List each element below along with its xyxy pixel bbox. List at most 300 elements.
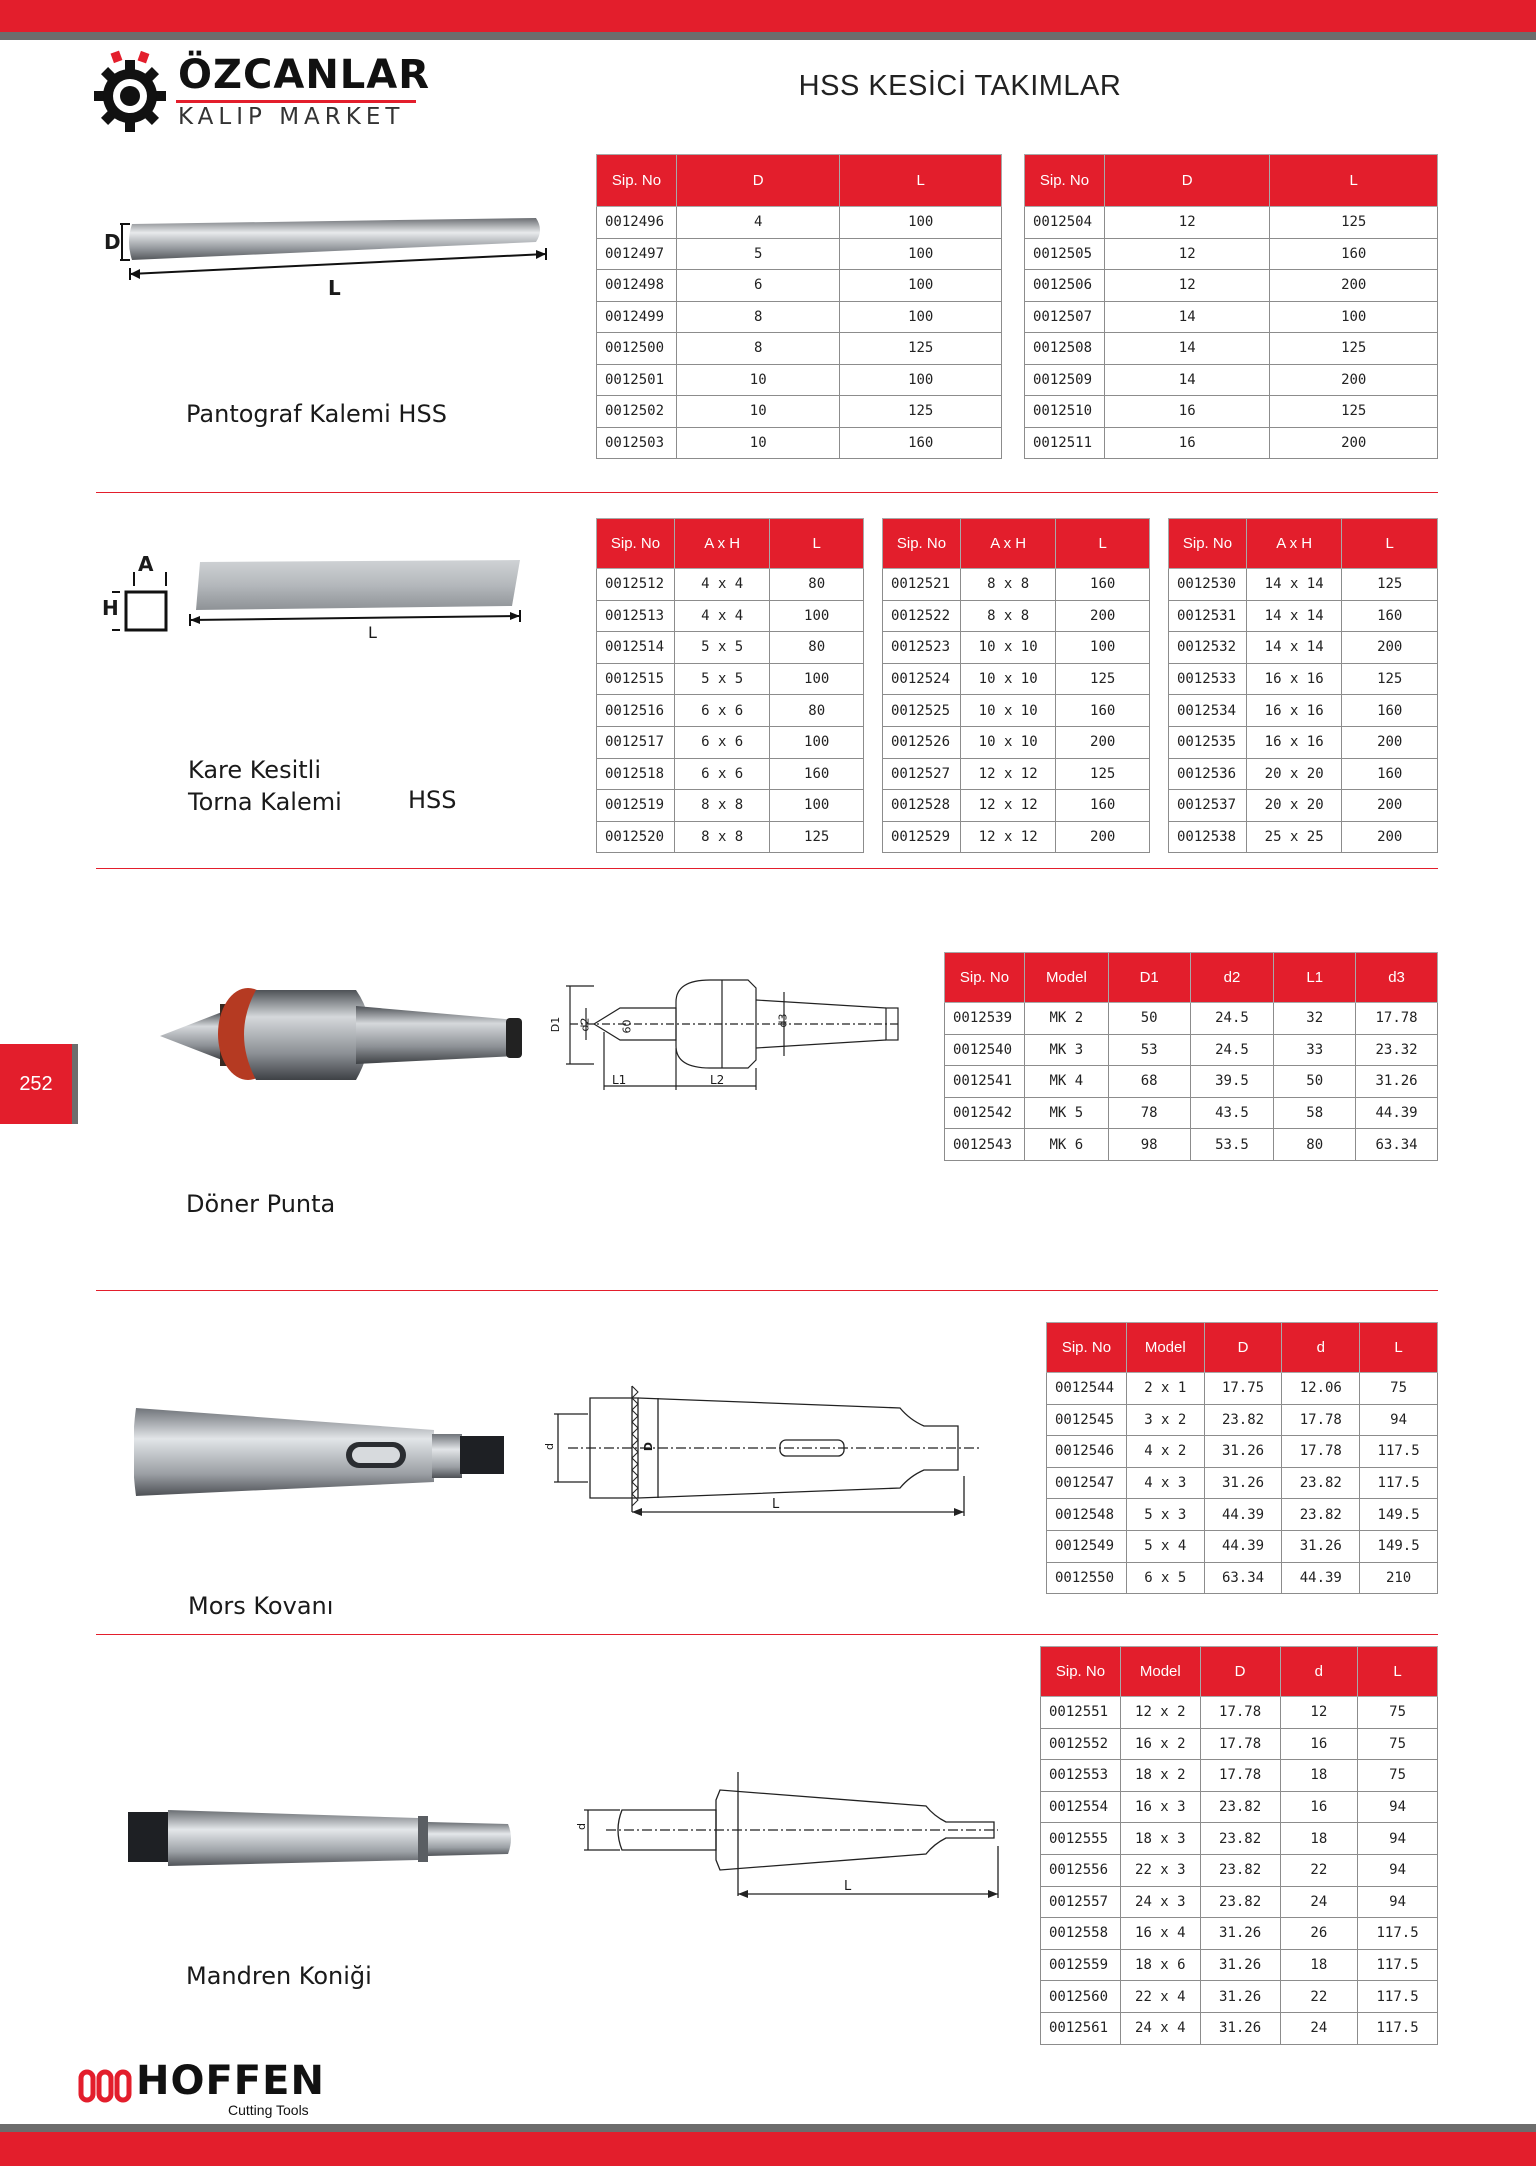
table-cell: 200 <box>1342 726 1438 758</box>
order-number-cell: 0012536 <box>1169 758 1247 790</box>
table-cell: 31.26 <box>1204 1436 1282 1468</box>
table-cell: 31.26 <box>1204 1467 1282 1499</box>
table-cell: 31.26 <box>1200 1949 1280 1981</box>
table-cell: 94 <box>1358 1791 1438 1823</box>
table-row <box>597 427 1002 459</box>
top-grey-bar <box>0 32 1536 40</box>
table-row <box>597 663 864 695</box>
morse-sleeve-drawing <box>548 1376 988 1522</box>
order-number-cell: 0012528 <box>883 790 961 822</box>
order-number-cell: 0012529 <box>883 821 961 853</box>
table-cell: 5 x 4 <box>1126 1530 1204 1562</box>
order-number-cell: 0012552 <box>1041 1728 1121 1760</box>
table-cell: 80 <box>770 569 864 601</box>
table-cell: 16 x 16 <box>1246 695 1342 727</box>
drill-chuck-arbor-drawing <box>580 1766 1004 1902</box>
table-cell: 43.5 <box>1190 1097 1274 1129</box>
table-cell: 16 <box>1280 1728 1358 1760</box>
order-number-cell: 0012497 <box>597 238 677 270</box>
order-number-cell: 0012511 <box>1025 427 1105 459</box>
order-number-cell: 0012520 <box>597 821 675 853</box>
section-divider <box>96 1290 1438 1291</box>
table-cell: 22 <box>1280 1981 1358 2013</box>
column-header: d <box>1280 1647 1358 1697</box>
table-cell: 4 <box>676 207 840 239</box>
table-row <box>597 207 1002 239</box>
order-number-cell: 0012499 <box>597 301 677 333</box>
table-cell: 44.39 <box>1204 1499 1282 1531</box>
table-cell: 80 <box>1274 1129 1356 1161</box>
table-cell: 149.5 <box>1360 1530 1438 1562</box>
order-number-cell: 0012512 <box>597 569 675 601</box>
order-number-cell: 0012522 <box>883 600 961 632</box>
table-cell: 100 <box>770 790 864 822</box>
table-cell: 200 <box>1270 427 1438 459</box>
table-row <box>1041 1823 1438 1855</box>
table-cell: 22 <box>1280 1854 1358 1886</box>
bottom-grey-bar <box>0 2124 1536 2132</box>
column-header: L <box>1056 519 1150 569</box>
table-cell: MK 6 <box>1024 1129 1108 1161</box>
table-cell: 160 <box>1270 238 1438 270</box>
table-cell: 160 <box>1342 600 1438 632</box>
table-cell: 22 x 3 <box>1120 1854 1200 1886</box>
table-cell: 100 <box>770 726 864 758</box>
ozcanlar-logo <box>94 50 431 140</box>
dim-label-d2: d2 <box>578 1017 592 1032</box>
table-header-row <box>1047 1323 1438 1373</box>
table-cell: 4 x 4 <box>674 569 769 601</box>
table-cell: 160 <box>1342 758 1438 790</box>
table-cell: 23.82 <box>1282 1499 1360 1531</box>
table-cell: 18 <box>1280 1949 1358 1981</box>
order-number-cell: 0012557 <box>1041 1886 1121 1918</box>
table-cell: 24 x 4 <box>1120 2012 1200 2044</box>
dim-label-l2: L2 <box>710 1073 725 1087</box>
table-row <box>883 758 1150 790</box>
table-cell: 100 <box>840 207 1002 239</box>
table-cell: 160 <box>840 427 1002 459</box>
spec-table-pantograf-1 <box>596 154 1002 459</box>
table-cell: 31.26 <box>1200 1981 1280 2013</box>
order-number-cell: 0012503 <box>597 427 677 459</box>
section-divider <box>96 1634 1438 1635</box>
table-row <box>1025 396 1438 428</box>
order-number-cell: 0012550 <box>1047 1562 1127 1594</box>
table-cell: 17.78 <box>1200 1760 1280 1792</box>
table-cell: 6 x 6 <box>674 695 769 727</box>
column-header: Sip. No <box>883 519 961 569</box>
order-number-cell: 0012516 <box>597 695 675 727</box>
brand-name: ÖZCANLAR <box>178 52 431 98</box>
table-header-row <box>597 155 1002 207</box>
table-cell: 6 x 6 <box>674 758 769 790</box>
table-cell: 6 <box>676 270 840 302</box>
table-row <box>1025 207 1438 239</box>
product-title-mors-kovani: Mors Kovanı <box>188 1592 334 1620</box>
table-row <box>1047 1373 1438 1405</box>
table-cell: 160 <box>1056 569 1150 601</box>
table-row <box>597 632 864 664</box>
table-cell: 16 x 2 <box>1120 1728 1200 1760</box>
table-row <box>1047 1530 1438 1562</box>
table-cell: 78 <box>1108 1097 1190 1129</box>
dim-label-d1: D1 <box>549 1016 563 1033</box>
dim-label-d: D <box>642 1441 656 1452</box>
table-cell: 80 <box>770 632 864 664</box>
top-accent-bar <box>0 0 1536 32</box>
table-cell: 12 x 12 <box>960 790 1055 822</box>
table-cell: 12.06 <box>1282 1373 1360 1405</box>
table-cell: 17.78 <box>1356 1003 1438 1035</box>
table-header-row <box>1169 519 1438 569</box>
order-number-cell: 0012537 <box>1169 790 1247 822</box>
table-cell: 125 <box>1270 396 1438 428</box>
column-header: L1 <box>1274 953 1356 1003</box>
table-cell: 125 <box>1270 333 1438 365</box>
table-cell: 4 x 4 <box>674 600 769 632</box>
order-number-cell: 0012556 <box>1041 1854 1121 1886</box>
table-row <box>1169 726 1438 758</box>
spec-table-mors-kovani <box>1046 1322 1438 1594</box>
order-number-cell: 0012559 <box>1041 1949 1121 1981</box>
table-cell: 125 <box>1056 663 1150 695</box>
table-cell: 200 <box>1270 270 1438 302</box>
table-cell: 23.82 <box>1204 1404 1282 1436</box>
order-number-cell: 0012540 <box>945 1034 1025 1066</box>
section-divider <box>96 868 1438 869</box>
table-cell: 117.5 <box>1358 1949 1438 1981</box>
spec-table-pantograf-2 <box>1024 154 1438 459</box>
table-cell: 117.5 <box>1360 1436 1438 1468</box>
spec-table-mandren-konigi <box>1040 1646 1438 2045</box>
order-number-cell: 0012561 <box>1041 2012 1121 2044</box>
column-header: Model <box>1126 1323 1204 1373</box>
order-number-cell: 0012521 <box>883 569 961 601</box>
order-number-cell: 0012558 <box>1041 1918 1121 1950</box>
table-cell: 12 x 12 <box>960 758 1055 790</box>
table-cell: 98 <box>1108 1129 1190 1161</box>
table-cell: 75 <box>1360 1373 1438 1405</box>
order-number-cell: 0012513 <box>597 600 675 632</box>
column-header: D <box>1204 1323 1282 1373</box>
table-cell: 23.82 <box>1200 1791 1280 1823</box>
spec-table-doner-punta <box>944 952 1438 1161</box>
table-row <box>945 1129 1438 1161</box>
table-cell: 17.75 <box>1204 1373 1282 1405</box>
column-header: Sip. No <box>1047 1323 1127 1373</box>
order-number-cell: 0012523 <box>883 632 961 664</box>
live-center-photo <box>160 960 530 1100</box>
table-cell: 68 <box>1108 1066 1190 1098</box>
table-row <box>1041 1791 1438 1823</box>
table-row <box>1041 1760 1438 1792</box>
table-cell: 22 x 4 <box>1120 1981 1200 2013</box>
table-cell: 12 <box>1104 207 1270 239</box>
table-cell: 160 <box>1056 695 1150 727</box>
column-header: L <box>840 155 1002 207</box>
table-row <box>597 695 864 727</box>
column-header: d2 <box>1190 953 1274 1003</box>
order-number-cell: 0012496 <box>597 207 677 239</box>
table-cell: 39.5 <box>1190 1066 1274 1098</box>
table-cell: 31.26 <box>1200 2012 1280 2044</box>
dim-label-l: L <box>328 276 341 300</box>
table-cell: 17.78 <box>1200 1728 1280 1760</box>
table-row <box>597 821 864 853</box>
table-cell: 100 <box>1056 632 1150 664</box>
table-row <box>1041 1728 1438 1760</box>
column-header: Sip. No <box>597 155 677 207</box>
dim-label-l: L <box>368 623 377 642</box>
table-cell: 16 <box>1280 1791 1358 1823</box>
dim-label-l: L <box>844 1879 852 1894</box>
drill-chuck-arbor-photo <box>128 1806 512 1870</box>
order-number-cell: 0012524 <box>883 663 961 695</box>
table-cell: 14 x 14 <box>1246 600 1342 632</box>
table-row <box>945 1003 1438 1035</box>
order-number-cell: 0012517 <box>597 726 675 758</box>
table-cell: 160 <box>770 758 864 790</box>
order-number-cell: 0012533 <box>1169 663 1247 695</box>
table-cell: 63.34 <box>1204 1562 1282 1594</box>
table-row <box>1047 1499 1438 1531</box>
table-row <box>597 270 1002 302</box>
table-cell: 33 <box>1274 1034 1356 1066</box>
table-cell: 3 x 2 <box>1126 1404 1204 1436</box>
order-number-cell: 0012543 <box>945 1129 1025 1161</box>
table-cell: 94 <box>1360 1404 1438 1436</box>
table-cell: 16 x 3 <box>1120 1791 1200 1823</box>
table-cell: 117.5 <box>1358 1918 1438 1950</box>
column-header: L <box>1358 1647 1438 1697</box>
table-row <box>883 663 1150 695</box>
dim-label-l: L <box>772 1497 780 1512</box>
table-cell: 200 <box>1342 790 1438 822</box>
morse-sleeve-photo <box>134 1404 514 1500</box>
product-title-pantograf: Pantograf Kalemi HSS <box>186 400 447 428</box>
table-row <box>1025 427 1438 459</box>
table-cell: 125 <box>1342 663 1438 695</box>
column-header: D <box>1200 1647 1280 1697</box>
table-row <box>597 790 864 822</box>
order-number-cell: 0012525 <box>883 695 961 727</box>
table-row <box>1041 1918 1438 1950</box>
hoffen-mark-icon <box>78 2068 134 2104</box>
table-row <box>1041 1854 1438 1886</box>
table-cell: 18 <box>1280 1823 1358 1855</box>
order-number-cell: 0012538 <box>1169 821 1247 853</box>
order-number-cell: 0012515 <box>597 663 675 695</box>
table-row <box>1169 663 1438 695</box>
table-row <box>1041 2012 1438 2044</box>
table-cell: 10 x 10 <box>960 726 1055 758</box>
dim-label-d3: d3 <box>776 1013 790 1028</box>
table-header-row <box>597 519 864 569</box>
table-cell: 18 x 3 <box>1120 1823 1200 1855</box>
table-row <box>597 569 864 601</box>
table-cell: 5 x 3 <box>1126 1499 1204 1531</box>
table-cell: 125 <box>1056 758 1150 790</box>
table-cell: 8 <box>676 301 840 333</box>
table-cell: 6 x 5 <box>1126 1562 1204 1594</box>
order-number-cell: 0012526 <box>883 726 961 758</box>
table-row <box>1041 1981 1438 2013</box>
table-cell: 58 <box>1274 1097 1356 1129</box>
table-row <box>1025 301 1438 333</box>
table-header-row <box>1025 155 1438 207</box>
table-cell: 75 <box>1358 1728 1438 1760</box>
table-cell: 16 x 4 <box>1120 1918 1200 1950</box>
order-number-cell: 0012500 <box>597 333 677 365</box>
table-cell: 16 x 16 <box>1246 663 1342 695</box>
table-cell: 12 <box>1280 1697 1358 1729</box>
order-number-cell: 0012505 <box>1025 238 1105 270</box>
order-number-cell: 0012551 <box>1041 1697 1121 1729</box>
table-cell: 44.39 <box>1356 1097 1438 1129</box>
table-cell: 160 <box>1056 790 1150 822</box>
table-cell: 44.39 <box>1282 1562 1360 1594</box>
table-cell: 14 x 14 <box>1246 632 1342 664</box>
table-cell: 14 x 14 <box>1246 569 1342 601</box>
order-number-cell: 0012555 <box>1041 1823 1121 1855</box>
table-cell: 10 x 10 <box>960 632 1055 664</box>
column-header: Sip. No <box>1041 1647 1121 1697</box>
table-cell: 8 <box>676 333 840 365</box>
order-number-cell: 0012510 <box>1025 396 1105 428</box>
table-row <box>597 301 1002 333</box>
page-title: HSS KESİCİ TAKIMLAR <box>798 70 1122 102</box>
table-cell: 12 x 2 <box>1120 1697 1200 1729</box>
table-cell: 2 x 1 <box>1126 1373 1204 1405</box>
table-row <box>883 569 1150 601</box>
table-cell: 16 x 16 <box>1246 726 1342 758</box>
table-cell: 14 <box>1104 364 1270 396</box>
table-cell: 50 <box>1108 1003 1190 1035</box>
table-cell: 117.5 <box>1360 1467 1438 1499</box>
table-cell: 63.34 <box>1356 1129 1438 1161</box>
order-number-cell: 0012548 <box>1047 1499 1127 1531</box>
dim-label-small-d: d <box>542 1443 556 1450</box>
table-cell: 53.5 <box>1190 1129 1274 1161</box>
table-cell: 25 x 25 <box>1246 821 1342 853</box>
table-row <box>1025 238 1438 270</box>
dim-label-l1: L1 <box>612 1073 627 1087</box>
table-cell: 23.82 <box>1200 1823 1280 1855</box>
table-cell: 8 x 8 <box>960 569 1055 601</box>
table-row <box>597 333 1002 365</box>
square-bit-figure <box>100 552 530 642</box>
brand-underline <box>176 100 416 103</box>
column-header: D1 <box>1108 953 1190 1003</box>
dim-label-d: D <box>104 230 121 254</box>
table-cell: 94 <box>1358 1886 1438 1918</box>
table-cell: 200 <box>1056 600 1150 632</box>
table-cell: 100 <box>840 238 1002 270</box>
table-cell: 100 <box>840 364 1002 396</box>
order-number-cell: 0012546 <box>1047 1436 1127 1468</box>
table-cell: 31.26 <box>1200 1918 1280 1950</box>
table-cell: 50 <box>1274 1066 1356 1098</box>
table-cell: 10 x 10 <box>960 695 1055 727</box>
table-cell: MK 4 <box>1024 1066 1108 1098</box>
table-cell: 10 <box>676 427 840 459</box>
order-number-cell: 0012531 <box>1169 600 1247 632</box>
order-number-cell: 0012530 <box>1169 569 1247 601</box>
table-cell: 18 x 6 <box>1120 1949 1200 1981</box>
column-header: Sip. No <box>945 953 1025 1003</box>
table-cell: 200 <box>1342 821 1438 853</box>
footer-brand-name: HOFFEN <box>136 2058 325 2104</box>
table-cell: 16 <box>1104 427 1270 459</box>
table-row <box>1025 333 1438 365</box>
order-number-cell: 0012542 <box>945 1097 1025 1129</box>
order-number-cell: 0012518 <box>597 758 675 790</box>
brand-subtitle: KALIP MARKET <box>178 104 405 130</box>
table-cell: 18 <box>1280 1760 1358 1792</box>
table-cell: 23.82 <box>1200 1854 1280 1886</box>
spec-table-kare-2 <box>882 518 1150 853</box>
hoffen-logo <box>78 2058 338 2122</box>
table-cell: 23.82 <box>1282 1467 1360 1499</box>
table-cell: 32 <box>1274 1003 1356 1035</box>
table-cell: 75 <box>1358 1697 1438 1729</box>
column-header: Sip. No <box>1025 155 1105 207</box>
table-cell: 26 <box>1280 1918 1358 1950</box>
order-number-cell: 0012535 <box>1169 726 1247 758</box>
table-cell: 20 x 20 <box>1246 758 1342 790</box>
order-number-cell: 0012498 <box>597 270 677 302</box>
order-number-cell: 0012539 <box>945 1003 1025 1035</box>
table-row <box>883 821 1150 853</box>
column-header: Sip. No <box>597 519 675 569</box>
column-header: L <box>1360 1323 1438 1373</box>
table-cell: 16 <box>1104 396 1270 428</box>
spec-table-kare-1 <box>596 518 864 853</box>
table-cell: 8 x 8 <box>960 600 1055 632</box>
table-row <box>1025 364 1438 396</box>
order-number-cell: 0012519 <box>597 790 675 822</box>
column-header: L <box>770 519 864 569</box>
table-cell: 24.5 <box>1190 1034 1274 1066</box>
table-row <box>945 1097 1438 1129</box>
table-cell: 17.78 <box>1282 1436 1360 1468</box>
table-cell: 10 x 10 <box>960 663 1055 695</box>
table-cell: 117.5 <box>1358 1981 1438 2013</box>
product-title-kare-1: Kare Kesitli <box>188 756 321 784</box>
table-cell: MK 5 <box>1024 1097 1108 1129</box>
table-row <box>883 726 1150 758</box>
table-cell: 100 <box>1270 301 1438 333</box>
gear-icon <box>94 50 170 136</box>
order-number-cell: 0012509 <box>1025 364 1105 396</box>
table-cell: 24 <box>1280 1886 1358 1918</box>
table-cell: 200 <box>1270 364 1438 396</box>
product-title-kare-suffix: HSS <box>408 786 457 814</box>
table-cell: 6 x 6 <box>674 726 769 758</box>
table-cell: 4 x 3 <box>1126 1467 1204 1499</box>
dim-label-60: 60 <box>620 1019 634 1034</box>
table-cell: 117.5 <box>1358 2012 1438 2044</box>
table-row <box>1169 758 1438 790</box>
table-cell: 5 x 5 <box>674 632 769 664</box>
table-row <box>597 758 864 790</box>
table-row <box>1047 1562 1438 1594</box>
table-header-row <box>945 953 1438 1003</box>
table-cell: 12 <box>1104 238 1270 270</box>
table-cell: 17.78 <box>1282 1404 1360 1436</box>
column-header: D <box>1104 155 1270 207</box>
